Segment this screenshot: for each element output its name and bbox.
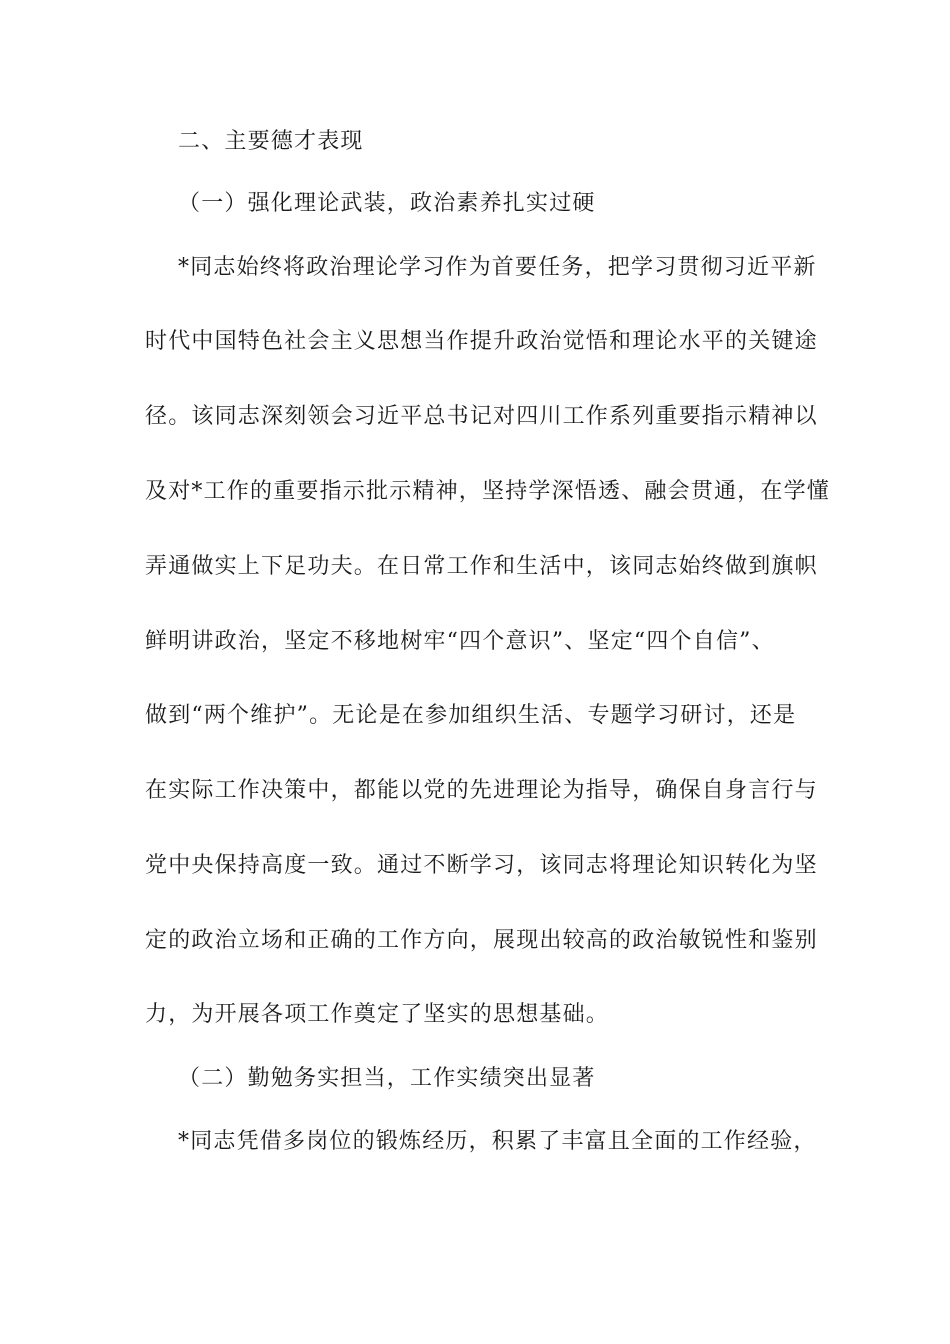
paragraph-line: *同志凭借多岗位的锻炼经历，积累了丰富且全面的工作经验， [178,1129,817,1154]
paragraph-line: 力，为开展各项工作奠定了坚实的思想基础。 [145,1002,610,1027]
paragraph-line: 党中央保持高度一致。通过不断学习，该同志将理论知识转化为坚 [145,853,818,878]
paragraph-line: 时代中国特色社会主义思想当作提升政治觉悟和理论水平的关键途 [145,329,818,354]
paragraph-line: 在实际工作决策中，都能以党的先进理论为指导，确保自身言行与 [145,778,818,803]
paragraph-line: 径。该同志深刻领会习近平总书记对四川工作系列重要指示精神以 [145,404,818,429]
paragraph-line: 及对*工作的重要指示批示精神，坚持学深悟透、融会贯通，在学懂 [145,479,831,504]
paragraph-line: *同志始终将政治理论学习作为首要任务，把学习贯彻习近平新 [178,255,817,280]
subsection-heading-1: （一）强化理论武装，政治素养扎实过硬 [178,191,596,216]
section-heading: 二、主要德才表现 [178,129,364,154]
paragraph-line: 鲜明讲政治，坚定不移地树牢“四个意识”、坚定“四个自信”、 [145,629,775,654]
subsection-heading-2: （二）勤勉务实担当，工作实绩突出显著 [178,1066,596,1091]
paragraph-line: 弄通做实上下足功夫。在日常工作和生活中，该同志始终做到旗帜 [145,554,818,579]
paragraph-line: 做到“两个维护”。无论是在参加组织生活、专题学习研讨，还是 [145,703,797,728]
paragraph-line: 定的政治立场和正确的工作方向，展现出较高的政治敏锐性和鉴别 [145,928,818,953]
